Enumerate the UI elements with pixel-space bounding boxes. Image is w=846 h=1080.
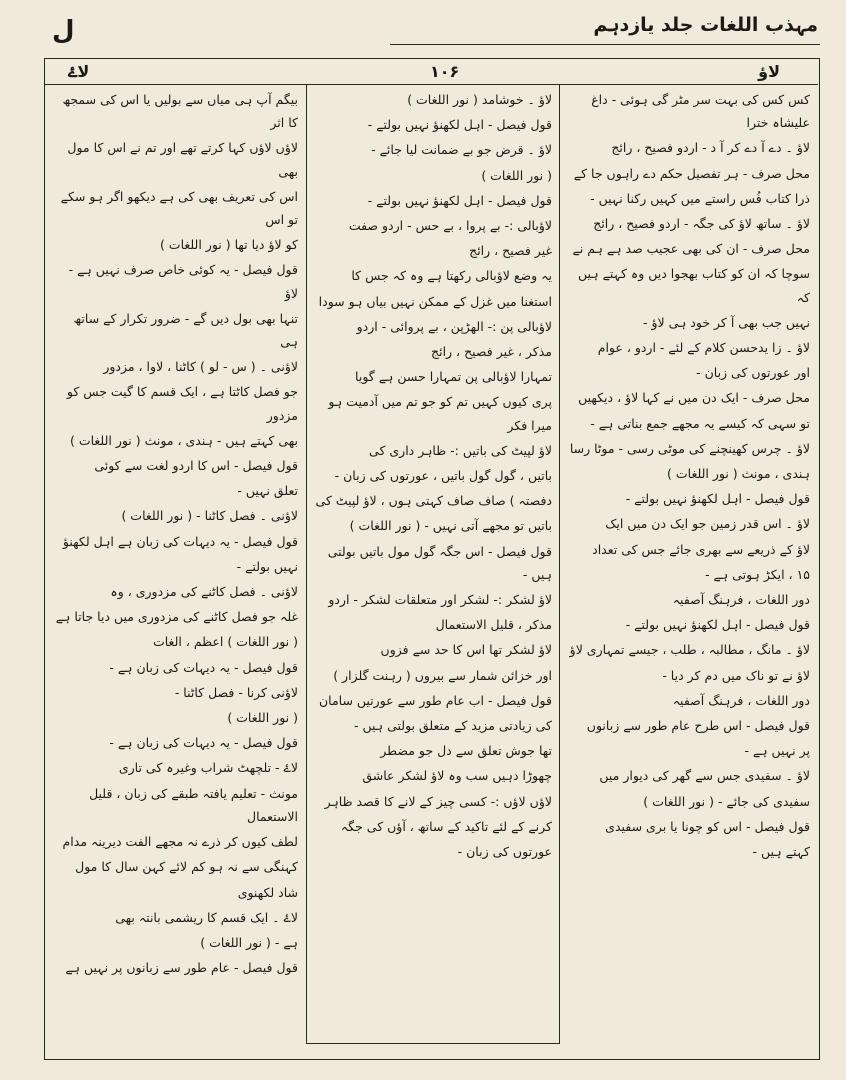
section-letter: ل — [52, 16, 75, 46]
entry-line: نہیں بولتے - — [236, 558, 298, 574]
entry-line: لاؤ ۔ مانگ ، مطالبہ ، طلب ، جیسے تمہاری لاؤ — [569, 642, 810, 658]
entry-line: لاؤ لپیٹ کی باتیں :- ظاہر داری کی — [369, 442, 552, 458]
entry-line: لاؤ ۔ قرض جو بے ضمانت لیا جائے - — [371, 142, 552, 158]
entry-line: لاؤں لاؤں کہا کرتے تھے اور تم نے اس کا مول بھی — [67, 140, 298, 179]
entry-line: ذرا کتاب فُس راستے میں کہیں رکنا نہیں - — [590, 190, 810, 206]
entry-line: سفیدی کی جائے - ( نور اللغات ) — [643, 793, 810, 809]
entry-line: عورتوں کی زبان - — [457, 844, 552, 860]
entry-line: تعلق نہیں - — [237, 483, 298, 499]
entry-line: قول فیصل - یہ دیہات کی زبان ہے اہل لکھنؤ — [62, 533, 298, 549]
entry-line: مذکر ، غیر فصیح ، رائج — [431, 344, 552, 360]
middle-column — [314, 88, 552, 1038]
header-rule — [390, 44, 820, 45]
entry-line: ہے - ( نور اللغات ) — [200, 934, 298, 950]
left-column — [52, 88, 298, 1038]
entry-line: قول فیصل - یہ دیہات کی زبان ہے - — [109, 735, 298, 751]
entry-line: تمہارا لاؤبالی پن تمہارا حسن ہے گویا — [355, 369, 552, 385]
entry-line: کہنگی سے نہ ہو کم لائے کہن سال کا مول — [75, 859, 298, 875]
left-column-entries — [52, 88, 298, 979]
entry-line: قول فیصل - اس کا اردو لغت سے کوئی — [94, 458, 298, 474]
right-column-entries — [566, 88, 810, 863]
entry-line: بیگم آپ ہی میاں سے بولیں یا اس کی سمجھ کا اثر — [62, 92, 298, 131]
entry-line: لاۓ ۔ ایک قسم کا ریشمی بانتہ بھی — [115, 909, 298, 925]
entry-line: پر نہیں ہے - — [744, 743, 810, 759]
entry-line: قول فیصل - اب عام طور سے عورتیں سامان — [318, 692, 552, 708]
entry-line: لاؤ ۔ خوشامد ( نور اللغات ) — [407, 92, 552, 107]
entry-line: لاؤنی ۔ فصل کاٹنے کی مزدوری ، وہ — [110, 584, 298, 600]
entry-line: مونث - تعلیم یافتہ طبقے کی زبان ، قلیل الاستعمال — [89, 785, 298, 824]
entry-line: قول فیصل - اہل لکھنؤ نہیں بولتے - — [625, 491, 810, 507]
entry-line: لاؤ ۔ زا یدحسن کلام کے لئے - اردو ، عوام — [597, 340, 810, 356]
entry-line: دور اللغات ، فرہنگ آصفیہ — [672, 592, 810, 608]
entry-line: لاؤ ۔ ساتھ لاؤ کی جگہ - اردو فصیح ، رائج — [593, 216, 810, 232]
entry-line: کس کس کی بہت سر مٹر گی ہوئی - داغ علیشاہ خترا — [591, 92, 810, 131]
entry-line: قول فیصل - اہل لکھنؤ نہیں بولتے - — [367, 117, 552, 133]
entry-line: شاد لکھنوی — [237, 884, 298, 900]
entry-line: دفصتہ ) صاف صاف کہتی ہوں ، لاؤ لپیٹ کی — [315, 493, 552, 509]
entry-line: تو سہی کہ کیسے یہ مجھے جمع بناتی ہے - — [590, 415, 810, 431]
entry-line: پری کیوں کہیں تم کو جو تم میں آدمیت ہو میرا فکر — [328, 394, 552, 433]
entry-line: کی زیادتی مزید کے متعلق بولتی ہیں - — [354, 718, 552, 734]
entry-line: اور خزائن شمار سے بیروں ( رہنت گلزار ) — [333, 667, 552, 683]
entry-line: لاؤ ۔ دے آ دے کر آ د - اردو فصیح ، رائج — [611, 140, 810, 156]
entry-line: لطف کیوں کر ذرے نہ مجھے الفت دیرینہ مدام — [62, 834, 298, 850]
entry-line: لاؤ نے تو ناک میں دم کر دیا - — [662, 667, 810, 683]
entry-line: ۱۵ ، ایکڑ ہوتی ہے - — [705, 566, 810, 582]
entry-line: کو لاؤ دیا تھا ( نور اللغات ) — [159, 237, 298, 253]
entry-line: قول فیصل - اس طرح عام طور سے زبانوں — [586, 718, 810, 734]
running-title: مہذب اللغات جلد یازدہم — [593, 14, 818, 36]
entry-line: غلہ جو فصل کاٹنے کی مزدوری میں دیا جاتا ہے — [55, 609, 298, 625]
entry-line: دور اللغات ، فرہنگ آصفیہ — [672, 692, 810, 708]
entry-line: اس کی تعریف بھی کی ہے دیکھو اگر ہو سکے تو اس — [60, 188, 298, 228]
entry-line: قول فیصل - اس جگہ گول مول باتیں بولتی ہیں - — [327, 543, 552, 582]
entry-line: قول فیصل - عام طور سے زبانوں پر نہیں ہے — [65, 960, 298, 976]
entry-line: چھوڑا دہیں سب وہ لاؤ لشکر عاشق — [362, 768, 552, 784]
right-column-headword: لاؤ — [758, 62, 780, 81]
entry-line: نہیں جب بھی آ کر خود ہی لاؤ - — [642, 314, 810, 330]
entry-line: لاؤ ۔ اس قدر زمین جو ایک دن میں ایک — [605, 516, 810, 532]
entry-line: اور عورتوں کی زبان - — [696, 365, 810, 381]
entry-line: لاؤبالی پن :- الھڑپن ، بے پروائی - اردو — [356, 318, 552, 334]
entry-line: کرنے کے لئے تاکید کے ساتھ ، آؤں کی جگہ — [340, 818, 552, 834]
entry-line: قول فیصل - یہ دیہات کی زبان ہے - — [109, 659, 298, 675]
entry-line: قول فیصل - اس کو چونا یا بری سفیدی — [605, 818, 810, 834]
entry-line: استغنا میں غزل کے ممکن نہیں بیاں ہو سودا — [318, 293, 552, 309]
right-column — [566, 88, 810, 1038]
entry-line: قول فیصل - اہل لکھنؤ نہیں بولتے - — [367, 192, 552, 208]
left-column-headword: لاۓ — [68, 62, 90, 81]
entry-line: جو فصل کاٹتا ہے ، ایک قسم کا گیت جس کو مزدور — [66, 384, 298, 423]
entry-line: مذکر ، قلیل الاستعمال — [435, 617, 552, 633]
entry-line: لاؤ کے ذریعے سے بھری جائے جس کی تعداد — [592, 541, 810, 557]
entry-line: لاؤنی ۔ فصل کاٹنا - ( نور اللغات ) — [121, 508, 298, 524]
entry-line: محل صرف - ان کی بھی عجیب صد ہے ہم نے — [572, 241, 810, 257]
entry-line: لاؤں لاؤں :- کسی چیز کے لانے کا قصد ظاہر — [324, 793, 552, 809]
entry-line: لاؤ لشکر تھا اس کا حد سے فزوں — [380, 642, 552, 658]
entry-line: غیر فصیح ، رائج — [469, 243, 552, 259]
entry-line: تھا جوش تعلق سے دل جو مضطر — [380, 743, 552, 759]
entry-line: تنہا بھی بول دیں گے - ضرور تکرار کے ساتھ ہی — [73, 310, 298, 350]
entry-line: ( نور اللغات ) — [481, 167, 552, 183]
entry-line: محل صرف - ایک دن میں نے کہا لاؤ ، دیکھیں — [578, 390, 810, 406]
entry-line: لاؤنی کرنا - فصل کاٹنا - — [174, 684, 298, 700]
entry-line: ہندی ، مونث ( نور اللغات ) — [667, 466, 810, 482]
entry-line: لاۓ - تلچھٹ شراب وغیرہ کی تاری — [118, 760, 298, 776]
entry-line: باتیں ، گول گول باتیں ، عورتوں کی زبان - — [334, 468, 552, 484]
entry-line: بھی کہتے ہیں - ہندی ، مونث ( نور اللغات ) — [69, 432, 298, 448]
entry-line: لاؤنی ۔ ( س - لو ) کاٹنا ، لاوا ، مزدور — [103, 359, 298, 375]
entry-line: لاؤ ۔ سفیدی جس سے گھر کی دیوار میں — [599, 768, 810, 784]
entry-line: قول فیصل - یہ کوئی خاص صرف نہیں ہے - لاؤ — [68, 262, 298, 301]
entry-line: لاؤبالی :- بے پروا ، بے حس - اردو صفت — [348, 218, 552, 234]
entry-line: باتیں تو مجھے آتی نہیں - ( نور اللغات ) — [349, 518, 552, 534]
entry-line: ( نور اللغات ) — [227, 710, 298, 726]
entry-line: کہتے ہیں - — [752, 844, 810, 860]
entry-line: لاؤ ۔ چرس کھینچنے کی موٹی رسی - موٹا رسا — [569, 440, 810, 456]
entry-line: لاؤ لشکر :- لشکر اور متعلقات لشکر - اردو — [328, 592, 552, 608]
entry-line: سوچا کہ ان کو کتاب بھجوا دیں وہ کہتے ہیں کہ — [577, 266, 810, 305]
entry-line: قول فیصل - اہل لکھنؤ نہیں بولتے - — [625, 617, 810, 633]
middle-column-entries — [314, 88, 552, 863]
entry-line: محل صرف - ہر تفصیل حکم دے راہوں جا کے — [573, 165, 810, 181]
entry-line: یہ وضع لاؤبالی رکھتا ہے وہ کہ جس کا — [351, 268, 552, 284]
page-number: ۱۰۶ — [430, 62, 460, 81]
entry-line: ( نور اللغات ) اعظم ، الغات — [152, 634, 298, 650]
